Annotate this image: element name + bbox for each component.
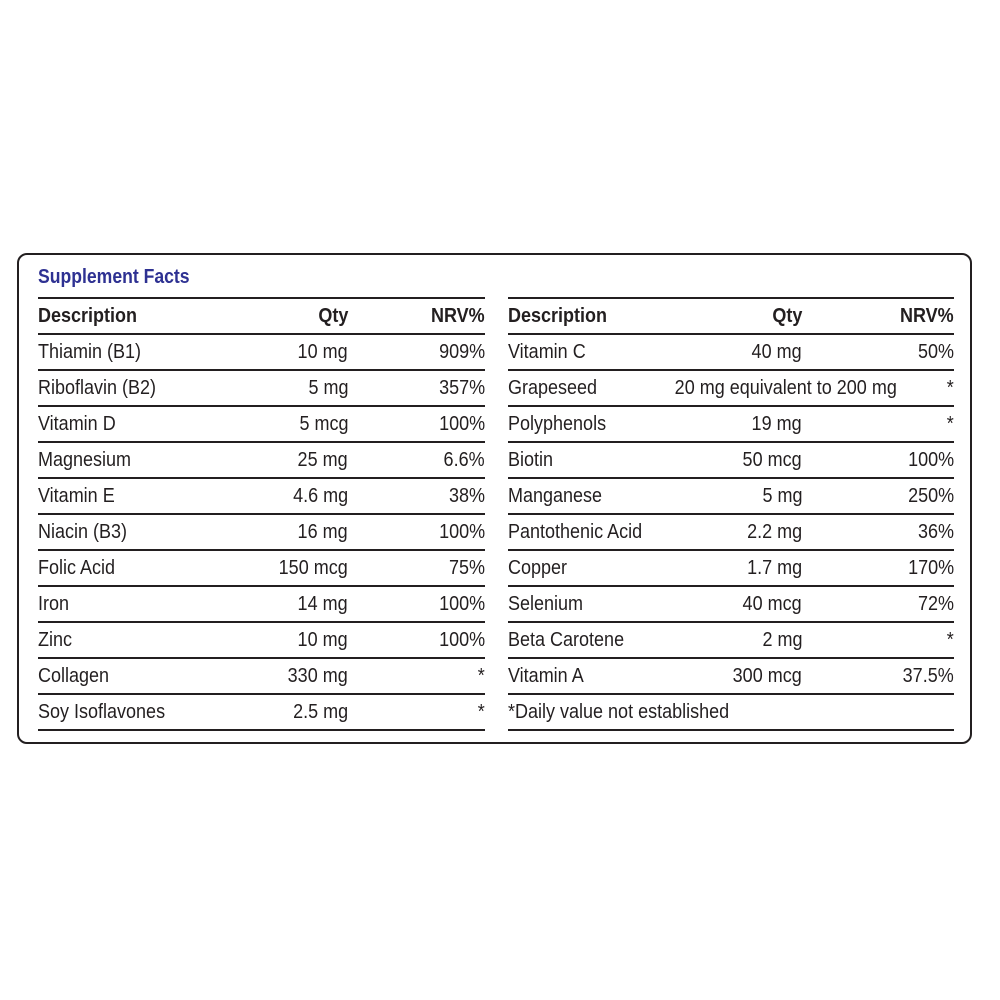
row-nrv: 100% <box>438 593 485 615</box>
row-qty: 20 mg equivalent to 200 mg <box>674 377 897 399</box>
table-row <box>38 479 485 515</box>
header-qty: Qty <box>317 305 348 327</box>
row-qty: 5 mg <box>761 485 802 507</box>
row-nrv: 72% <box>917 593 954 615</box>
table-row <box>508 371 954 407</box>
right-facts-table <box>508 297 954 731</box>
row-description: Vitamin A <box>508 665 584 687</box>
row-description: Vitamin E <box>38 485 115 507</box>
row-description: Soy Isoflavones <box>38 701 166 723</box>
table-row <box>508 587 954 623</box>
row-nrv: 6.6% <box>443 449 485 471</box>
row-qty: 5 mg <box>307 377 348 399</box>
table-row <box>508 479 954 515</box>
row-nrv: * <box>477 701 485 723</box>
table-row <box>38 515 485 551</box>
table-row <box>38 551 485 587</box>
table-row <box>38 623 485 659</box>
row-nrv: 38% <box>448 485 485 507</box>
table-row <box>508 443 954 479</box>
header-nrv: NRV% <box>900 305 954 327</box>
row-nrv: 357% <box>438 377 485 399</box>
row-description: Riboflavin (B2) <box>38 377 157 399</box>
header-qty: Qty <box>771 305 802 327</box>
row-qty: 2.5 mg <box>292 701 348 723</box>
row-nrv: 36% <box>917 521 954 543</box>
row-nrv: * <box>946 377 954 399</box>
row-nrv: 250% <box>907 485 954 507</box>
footnote-row <box>508 695 954 731</box>
row-qty: 25 mg <box>297 449 348 471</box>
row-qty: 300 mcg <box>732 665 802 687</box>
panel-title: Supplement Facts <box>38 266 190 288</box>
row-nrv: 75% <box>448 557 485 579</box>
table-row <box>508 515 954 551</box>
table-row <box>38 371 485 407</box>
row-nrv: 100% <box>438 413 485 435</box>
row-qty: 5 mcg <box>298 413 348 435</box>
row-description: Polyphenols <box>508 413 607 435</box>
table-row <box>508 407 954 443</box>
row-qty: 16 mg <box>297 521 348 543</box>
table-row <box>38 659 485 695</box>
table-row <box>508 551 954 587</box>
row-description: Zinc <box>38 629 73 651</box>
row-description: Niacin (B3) <box>38 521 128 543</box>
table-row <box>38 407 485 443</box>
row-qty: 40 mcg <box>742 593 802 615</box>
row-nrv: * <box>946 413 954 435</box>
row-qty: 4.6 mg <box>292 485 348 507</box>
header-description: Description <box>38 305 138 327</box>
table-row <box>38 443 485 479</box>
row-description: Manganese <box>508 485 603 507</box>
row-description: Pantothenic Acid <box>508 521 643 543</box>
table-header-row <box>38 299 485 335</box>
header-nrv: NRV% <box>431 305 485 327</box>
row-description: Copper <box>508 557 568 579</box>
row-qty: 50 mcg <box>742 449 802 471</box>
row-description: Folic Acid <box>38 557 116 579</box>
row-description: Beta Carotene <box>508 629 625 651</box>
row-qty: 40 mg <box>751 341 802 363</box>
row-qty: 2 mg <box>761 629 802 651</box>
row-nrv: * <box>946 629 954 651</box>
row-nrv: 100% <box>907 449 954 471</box>
row-qty: 150 mcg <box>278 557 348 579</box>
row-qty: 2.2 mg <box>746 521 802 543</box>
row-nrv: 170% <box>907 557 954 579</box>
row-qty: 330 mg <box>287 665 348 687</box>
row-nrv: 37.5% <box>902 665 954 687</box>
row-qty: 1.7 mg <box>746 557 802 579</box>
header-description: Description <box>508 305 608 327</box>
row-qty: 14 mg <box>297 593 348 615</box>
row-qty: 10 mg <box>297 341 348 363</box>
row-description: Biotin <box>508 449 554 471</box>
row-nrv: 50% <box>917 341 954 363</box>
row-description: Vitamin D <box>38 413 116 435</box>
row-description: Vitamin C <box>508 341 586 363</box>
table-header-row <box>508 299 954 335</box>
left-facts-table <box>38 297 485 731</box>
row-nrv: 100% <box>438 629 485 651</box>
row-description: Collagen <box>38 665 110 687</box>
row-nrv: 909% <box>438 341 485 363</box>
table-row <box>508 335 954 371</box>
row-description: Magnesium <box>38 449 132 471</box>
table-row <box>508 623 954 659</box>
row-description: Selenium <box>508 593 584 615</box>
row-nrv: 100% <box>438 521 485 543</box>
row-nrv: * <box>477 665 485 687</box>
table-row <box>508 659 954 695</box>
row-qty: 19 mg <box>751 413 802 435</box>
table-row <box>38 587 485 623</box>
table-row <box>38 695 485 731</box>
row-description: Grapeseed <box>508 377 598 399</box>
row-description: Thiamin (B1) <box>38 341 142 363</box>
footnote-text: *Daily value not established <box>508 701 730 723</box>
row-description: Iron <box>38 593 70 615</box>
row-qty: 10 mg <box>297 629 348 651</box>
table-row <box>38 335 485 371</box>
